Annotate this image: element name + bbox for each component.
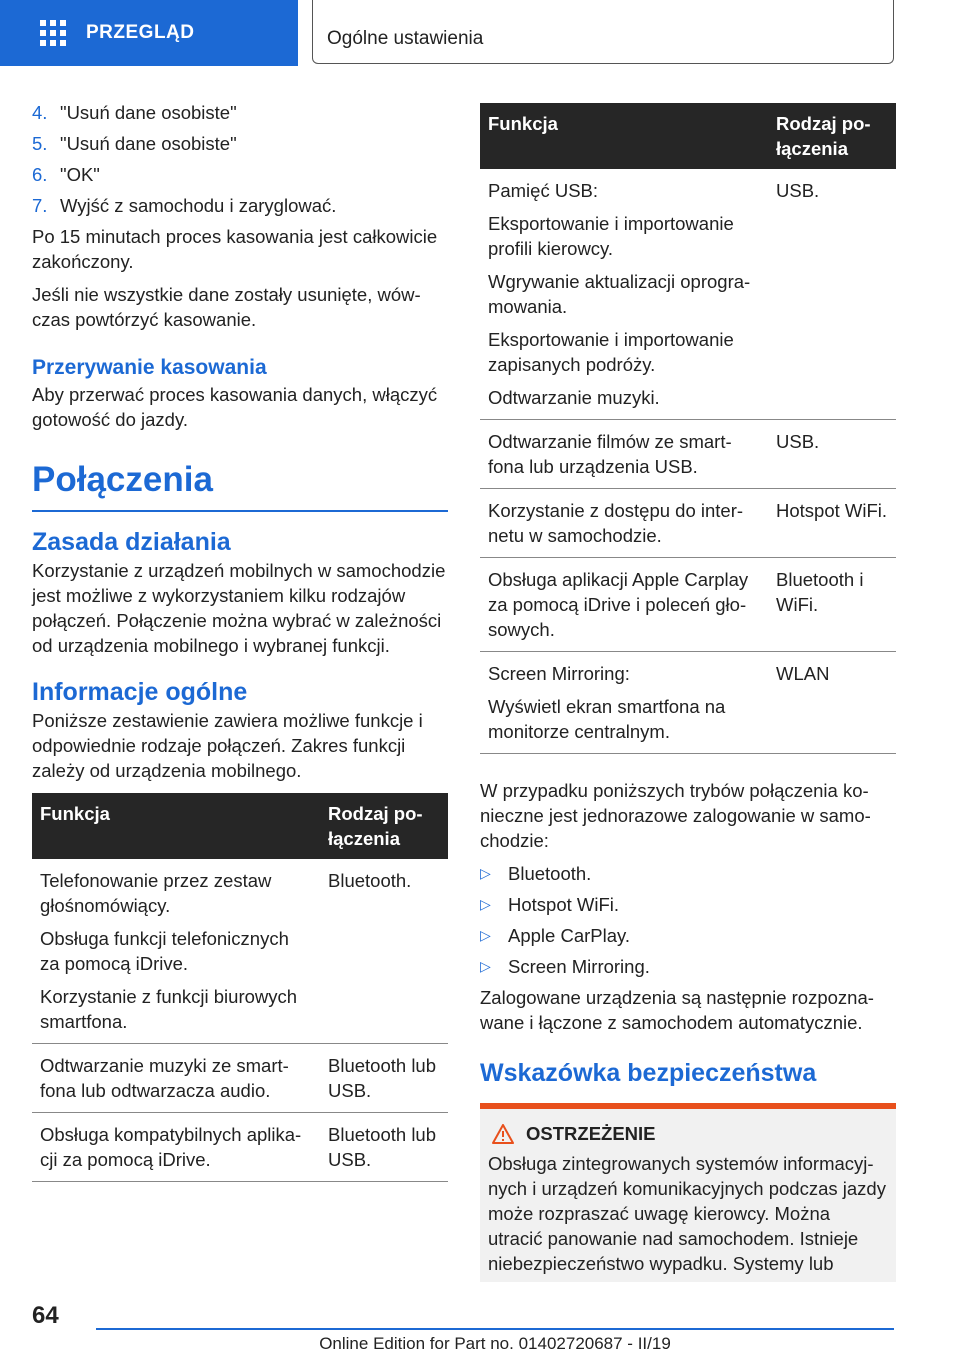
list-item: 5. "Usuń dane osobiste" xyxy=(32,133,237,154)
paragraph: W przypadku poniższych trybów połączenia konieczne jest jednorazowe zalogowanie w samochodzie: xyxy=(480,780,871,851)
table-cell-text: Eksportowanie i importowanie zapisanych podróży. xyxy=(488,329,734,375)
table-cell-text: Odtwarzanie filmów ze smartfona lub urządzenia USB. xyxy=(488,431,732,477)
list-item: 6. "OK" xyxy=(32,164,100,185)
paragraph: Poniższe zestawienie zawiera możliwe funkcje i odpowiednie rodzaje połączeń. Zakres funkcji zależy od urządzenia mobilnego. xyxy=(32,709,423,781)
table-cell-text: Bluetooth lub USB. xyxy=(320,1112,448,1181)
table-cell-text: WLAN xyxy=(768,652,896,754)
table-header: Rodzaj połączenia xyxy=(320,793,448,859)
function-table xyxy=(480,103,896,754)
table-cell-text: Wyświetl ekran smartfona na monitorze centralnym. xyxy=(488,696,726,742)
heading-przerywanie: Przerywanie kasowania xyxy=(32,356,267,379)
table-row xyxy=(32,1043,448,1112)
paragraph: Jeśli nie wszystkie dane zostały usunięte, wówczas powtórzyć kasowanie. xyxy=(32,284,421,330)
table-cell-text: USB. xyxy=(768,169,896,420)
triangle-bullet-icon: ▷ xyxy=(480,927,491,943)
right-column xyxy=(480,103,896,1282)
paragraph: Po 15 minutach proces kasowania jest całkowicie zakończony. xyxy=(32,226,438,272)
paragraph: Aby przerwać proces kasowania danych, włączyć gotowość do jazdy. xyxy=(32,384,438,430)
table-row xyxy=(480,420,896,489)
table-header: Rodzaj połączenia xyxy=(768,103,896,169)
heading-informacje: Informacje ogólne xyxy=(32,677,248,706)
table-header: Funkcja xyxy=(32,793,320,859)
section-title: Ogólne ustawienia xyxy=(327,28,484,49)
table-row xyxy=(480,169,896,420)
warning-triangle-icon xyxy=(492,1124,514,1144)
grid-menu-icon xyxy=(40,20,66,46)
table-row xyxy=(480,489,896,558)
table-cell-text: Eksportowanie i importowanie profili kierowcy. xyxy=(488,213,734,259)
table-cell-text: Obsługa funkcji telefonicznych za pomocą iDrive. xyxy=(40,927,289,974)
list-item: ▷ Bluetooth. xyxy=(480,863,592,884)
table-row xyxy=(480,558,896,652)
heading-wskazowka: Wskazówka bezpieczeństwa xyxy=(480,1059,817,1087)
table-cell-text: Hotspot WiFi. xyxy=(768,489,896,558)
table-cell-text: Bluetooth. xyxy=(320,859,448,1044)
bullet-list xyxy=(480,861,896,979)
list-item: ▷ Apple CarPlay. xyxy=(480,925,631,946)
page-number: 64 xyxy=(32,1302,59,1329)
overview-button[interactable] xyxy=(0,0,298,66)
heading-polaczenia: Połączenia xyxy=(32,460,213,499)
table-cell-text: Wgrywanie aktualizacji oprogramowania. xyxy=(488,271,751,317)
table-cell-text: Korzystanie z funkcji biurowych smartfona. xyxy=(40,985,298,1032)
table-cell-text: Pamięć USB: xyxy=(488,180,599,201)
table-cell-text: Obsługa aplikacji Apple Carplay za pomocą iDrive i poleceń głosowych. xyxy=(488,569,749,640)
list-item: 4. "Usuń dane osobiste" xyxy=(32,102,237,123)
paragraph: Zalogowane urządzenia są następnie rozpoznawane i łączone z samochodem automatycznie. xyxy=(480,987,874,1033)
heading-zasada: Zasada działania xyxy=(32,527,231,556)
table-header: Funkcja xyxy=(480,103,768,169)
paragraph: Korzystanie z urządzeń mobilnych w samochodzie jest możliwe z wykorzystaniem kilku rodzajów połączeń. Połączenie można wybrać w zależności od urządzenia mobilnego i wybranej funkcji. xyxy=(32,559,446,656)
list-item: ▷ Hotspot WiFi. xyxy=(480,894,620,915)
function-table xyxy=(32,793,448,1182)
table-row xyxy=(32,1112,448,1181)
step-list xyxy=(32,100,448,218)
edition-text: Online Edition for Part no. 01402720687 - II/19 xyxy=(319,1334,671,1353)
warning-text: Obsługa zintegrowanych systemów informacyjnych i urządzeń komunikacyjnych podczas jazdy może rozpraszać uwagę kierowcy. Można utracić panowanie nad samochodem. Istnieje niebezpieczeństwo wypadku. Systemy lub xyxy=(488,1153,886,1274)
table-cell-text: USB. xyxy=(768,420,896,489)
table-cell-text: Korzystanie z dostępu do internetu w samochodzie. xyxy=(488,500,744,546)
page-footer xyxy=(0,1290,960,1362)
warning-box xyxy=(480,1103,896,1282)
overview-label: PRZEGLĄD xyxy=(86,22,195,43)
table-cell-text: Obsługa kompatybilnych aplikacji za pomocą iDrive. xyxy=(40,1123,302,1170)
table-cell-text: Odtwarzanie muzyki ze smartfona lub odtwarzacza audio. xyxy=(40,1054,289,1101)
table-cell-text: Bluetooth i WiFi. xyxy=(768,558,896,652)
list-item: 7. Wyjść z samochodu i zaryglować. xyxy=(32,195,337,216)
table-cell-text: Screen Mirroring: xyxy=(488,663,630,684)
section-tab[interactable] xyxy=(312,0,894,64)
table-row xyxy=(32,859,448,1044)
list-item: ▷ Screen Mirroring. xyxy=(480,956,650,977)
table-cell-text: Odtwarzanie muzyki. xyxy=(488,387,660,408)
left-column xyxy=(32,100,448,1182)
page-header xyxy=(0,0,960,66)
footer-rule xyxy=(96,1328,894,1330)
heading-rule xyxy=(32,510,448,512)
table-row xyxy=(480,652,896,754)
warning-title: OSTRZEŻENIE xyxy=(526,1123,656,1144)
table-cell-text: Telefonowanie przez zestaw głośnomówiący. xyxy=(40,869,272,916)
triangle-bullet-icon: ▷ xyxy=(480,896,491,912)
triangle-bullet-icon: ▷ xyxy=(480,958,491,974)
triangle-bullet-icon: ▷ xyxy=(480,865,491,881)
table-cell-text: Bluetooth lub USB. xyxy=(320,1043,448,1112)
